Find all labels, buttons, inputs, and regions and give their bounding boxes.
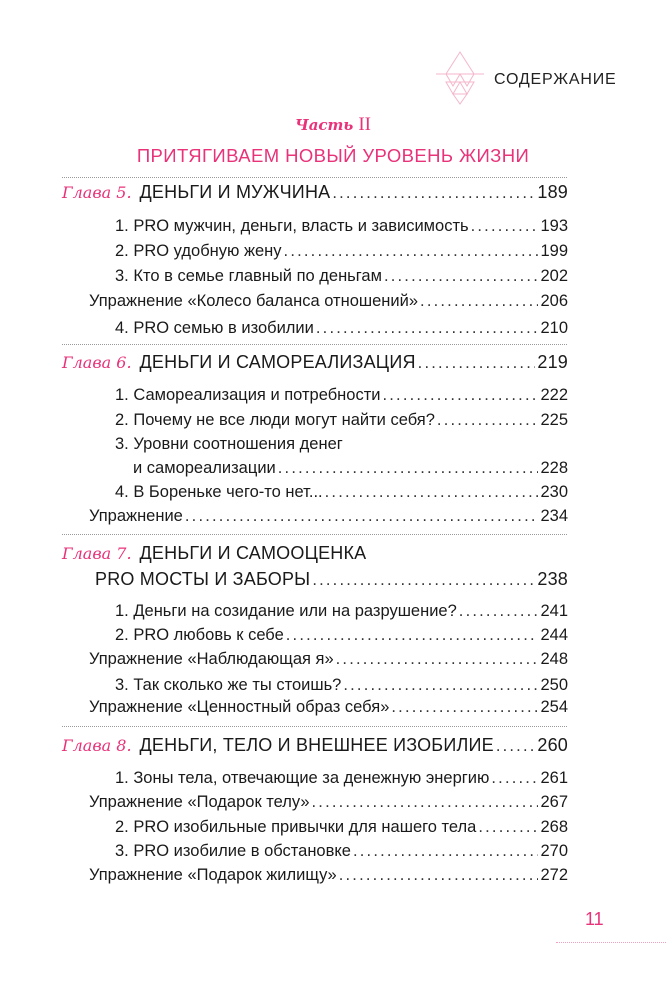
chapter-label: Глава 6. [62,353,132,372]
toc-item[interactable] [115,267,568,286]
dot-leader [384,267,539,286]
toc-chapter-7-heading [62,543,366,564]
toc-item[interactable] [115,386,568,405]
dot-leader [278,459,539,478]
toc-item-page: 230 [540,483,568,501]
toc-item-text: 1. Зоны тела, отвечающие за денежную энергию [115,769,490,787]
toc-item-page: 268 [540,818,568,836]
toc-item[interactable] [89,866,568,885]
toc-item[interactable] [115,769,568,788]
toc-item-page: 267 [540,793,568,811]
chapter-title: ДЕНЬГИ, ТЕЛО И ВНЕШНЕЕ ИЗОБИЛИЕ [139,735,494,755]
part-word: Часть [295,116,354,134]
toc-item-page: 234 [540,507,568,525]
dot-leader [478,818,538,837]
toc-item-text: Упражнение [89,507,183,525]
section-title: СОДЕРЖАНИЕ [494,71,617,88]
dot-leader [284,242,539,261]
toc-chapter-6[interactable] [62,352,568,373]
dot-leader [339,866,539,885]
toc-item[interactable] [133,459,568,478]
dot-leader [491,769,538,788]
toc-item[interactable] [115,483,568,502]
toc-item-text: 3. Так сколько же ты стоишь? [115,676,342,694]
toc-item[interactable] [89,507,568,526]
toc-item-page: 210 [540,319,568,337]
divider [62,534,567,535]
toc-item-page: 199 [540,242,568,260]
chapter-page: 260 [537,735,568,755]
toc-item[interactable] [115,602,568,621]
part-label [0,114,666,136]
chapter-title: ДЕНЬГИ И МУЖЧИНА [139,182,331,202]
dot-leader [336,650,539,669]
toc-item-text: 3. Уровни соотношения денег [115,435,343,453]
chapter-page: 189 [537,182,568,202]
toc-item[interactable] [115,676,568,695]
toc-item-page: 272 [540,866,568,884]
toc-item[interactable] [115,842,568,861]
dot-leader [286,626,539,645]
dot-leader [312,793,539,812]
toc-item-text: 2. Почему не все люди могут найти себя? [115,411,435,429]
toc-item-text: 3. PRO изобилие в обстановке [115,842,351,860]
chapter-subtitle: PRO МОСТЫ И ЗАБОРЫ [95,569,311,589]
toc-item-text: 2. PRO изобильные привычки для нашего тела [115,818,477,836]
dot-leader [437,411,539,430]
toc-item[interactable] [89,793,568,812]
toc-item-text: Упражнение «Ценностный образ себя» [89,698,390,716]
toc-item[interactable] [115,411,568,430]
toc-item[interactable] [115,242,568,261]
toc-item-text: и самореализации [133,459,276,477]
toc-item[interactable] [89,292,568,311]
dot-leader [316,319,539,338]
dot-leader [343,676,538,695]
toc-item-page: 244 [540,626,568,644]
toc-item[interactable] [89,650,568,669]
toc-item[interactable] [89,698,568,717]
toc-item-page: 206 [540,292,568,310]
toc-item[interactable] [115,319,568,338]
chapter-label: Глава 8. [62,736,132,755]
dot-leader [420,292,538,311]
toc-item-text: 3. Кто в семье главный по деньгам [115,267,382,285]
chapter-page: 219 [537,352,568,372]
triangles-logo-icon [434,50,486,106]
chapter-label: Глава 7. [62,544,132,563]
dot-leader [418,354,536,373]
toc-item-page: 261 [540,769,568,787]
toc-item-page: 248 [540,650,568,668]
toc-item-page: 222 [540,386,568,404]
chapter-title: ДЕНЬГИ И САМОРЕАЛИЗАЦИЯ [139,352,416,372]
divider [62,726,567,727]
toc-item-text: Упражнение «Наблюдающая я» [89,650,334,668]
toc-item-text: 1. PRO мужчин, деньги, власть и зависимость [115,217,469,235]
divider [62,177,567,178]
toc-item-text: 4. В Бореньке чего-то нет... [115,483,323,501]
dot-leader [382,386,538,405]
toc-item-text: 4. PRO семью в изобилии [115,319,314,337]
chapter-label: Глава 5. [62,183,132,202]
toc-item-text: Упражнение «Подарок телу» [89,793,310,811]
dot-leader [312,571,535,590]
chapter-page: 238 [537,569,568,589]
toc-item-page: 241 [540,602,568,620]
toc-item[interactable] [115,217,568,236]
dot-leader [496,737,536,756]
toc-item-page: 228 [540,459,568,477]
toc-item-page: 225 [540,411,568,429]
toc-chapter-8[interactable] [62,735,568,756]
toc-item-text: 2. PRO удобную жену [115,242,282,260]
toc-item-text: 1. Деньги на созидание или на разрушение? [115,602,457,620]
toc-chapter-5[interactable] [62,182,568,203]
part-title: ПРИТЯГИВАЕМ НОВЫЙ УРОВЕНЬ ЖИЗНИ [136,145,530,166]
toc-item-text: Упражнение «Колесо баланса отношений» [89,292,419,310]
toc-item-page: 250 [540,676,568,694]
footer-dotted-rule [556,942,666,943]
toc-item-page: 202 [540,267,568,285]
dot-leader [391,698,538,717]
toc-item-text: 1. Самореализация и потребности [115,386,381,404]
toc-item-text: 2. PRO любовь к себе [115,626,284,644]
dot-leader [471,217,539,236]
dot-leader [185,507,539,526]
dot-leader [459,602,539,621]
toc-item-page: 270 [540,842,568,860]
dot-leader [353,842,539,861]
toc-item-page: 254 [540,698,568,716]
toc-chapter-7[interactable] [95,569,568,590]
dot-leader [325,483,539,502]
chapter-title: ДЕНЬГИ И САМООЦЕНКА [139,543,367,563]
toc-item-page: 193 [540,217,568,235]
toc-item[interactable] [115,626,568,645]
divider [62,344,567,345]
page-number: 11 [585,909,604,929]
toc-item-text: Упражнение «Подарок жилищу» [89,866,337,884]
toc-item[interactable] [115,818,568,837]
dot-leader [332,184,535,203]
part-number: II [358,114,371,135]
